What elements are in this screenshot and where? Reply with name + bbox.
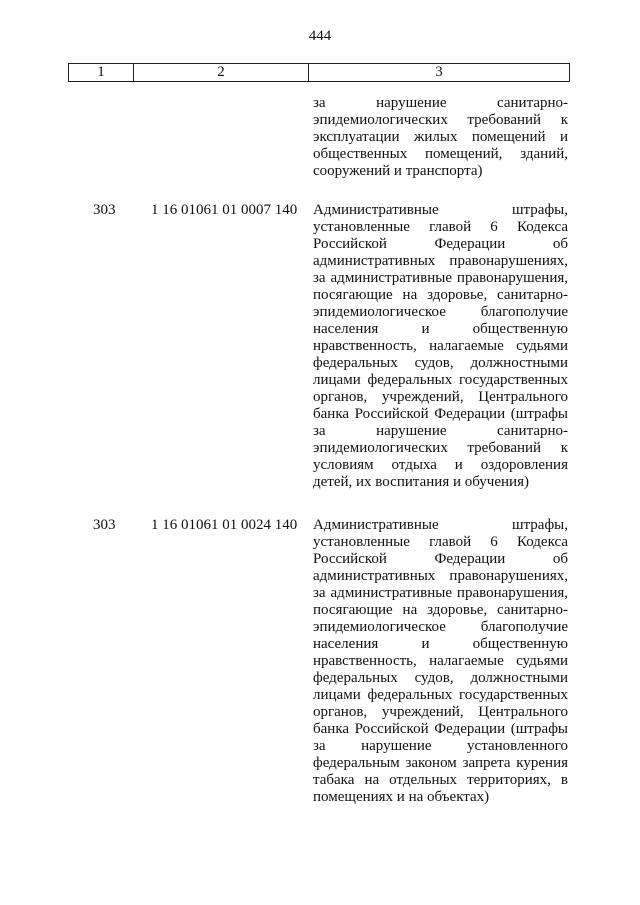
row-kbk-code: 1 16 01061 01 0024 140 bbox=[151, 517, 298, 533]
table-header bbox=[68, 63, 570, 82]
row-description: Административные штрафы, установленные главой 6 Кодекса Российской Федерации об административных правонарушениях, за административные правонарушения, посягающие на здоровье, санитарно-эпидемиологическое благополучие населения и общественную нравственность, налагаемые судьями федеральных судов, должностными лицами федеральных государственных органов, учреждений, Центрального банка Российской Федерации (штрафы за нарушение установленного федеральным законом запрета курения табака на отдельных территориях, в помещениях и на объектах) bbox=[313, 517, 568, 805]
row-description: Административные штрафы, установленные главой 6 Кодекса Российской Федерации об административных правонарушениях, за административные правонарушения, посягающие на здоровье, санитарно-эпидемиологическое благополучие населения и общественную нравственность, налагаемые судьями федеральных судов, должностными лицами федеральных государственных органов, учреждений, Центрального банка Российской Федерации (штрафы за нарушение санитарно-эпидемиологических требований к условиям отдыха и оздоровления детей, их воспитания и обучения) bbox=[313, 202, 568, 490]
row-description-continued: за нарушение санитарно-эпидемиологических требований к эксплуатации жилых помещений и общественных помещений, зданий, сооружений и транспорта) bbox=[313, 95, 568, 179]
page-number: 444 bbox=[308, 28, 332, 44]
row-kbk-code: 1 16 01061 01 0007 140 bbox=[151, 202, 298, 218]
header-col-1: 1 bbox=[69, 64, 134, 81]
row-admin-code: 303 bbox=[93, 517, 116, 533]
header-col-3: 3 bbox=[435, 64, 443, 80]
header-col-2: 2 bbox=[134, 64, 309, 81]
row-admin-code: 303 bbox=[93, 202, 116, 218]
